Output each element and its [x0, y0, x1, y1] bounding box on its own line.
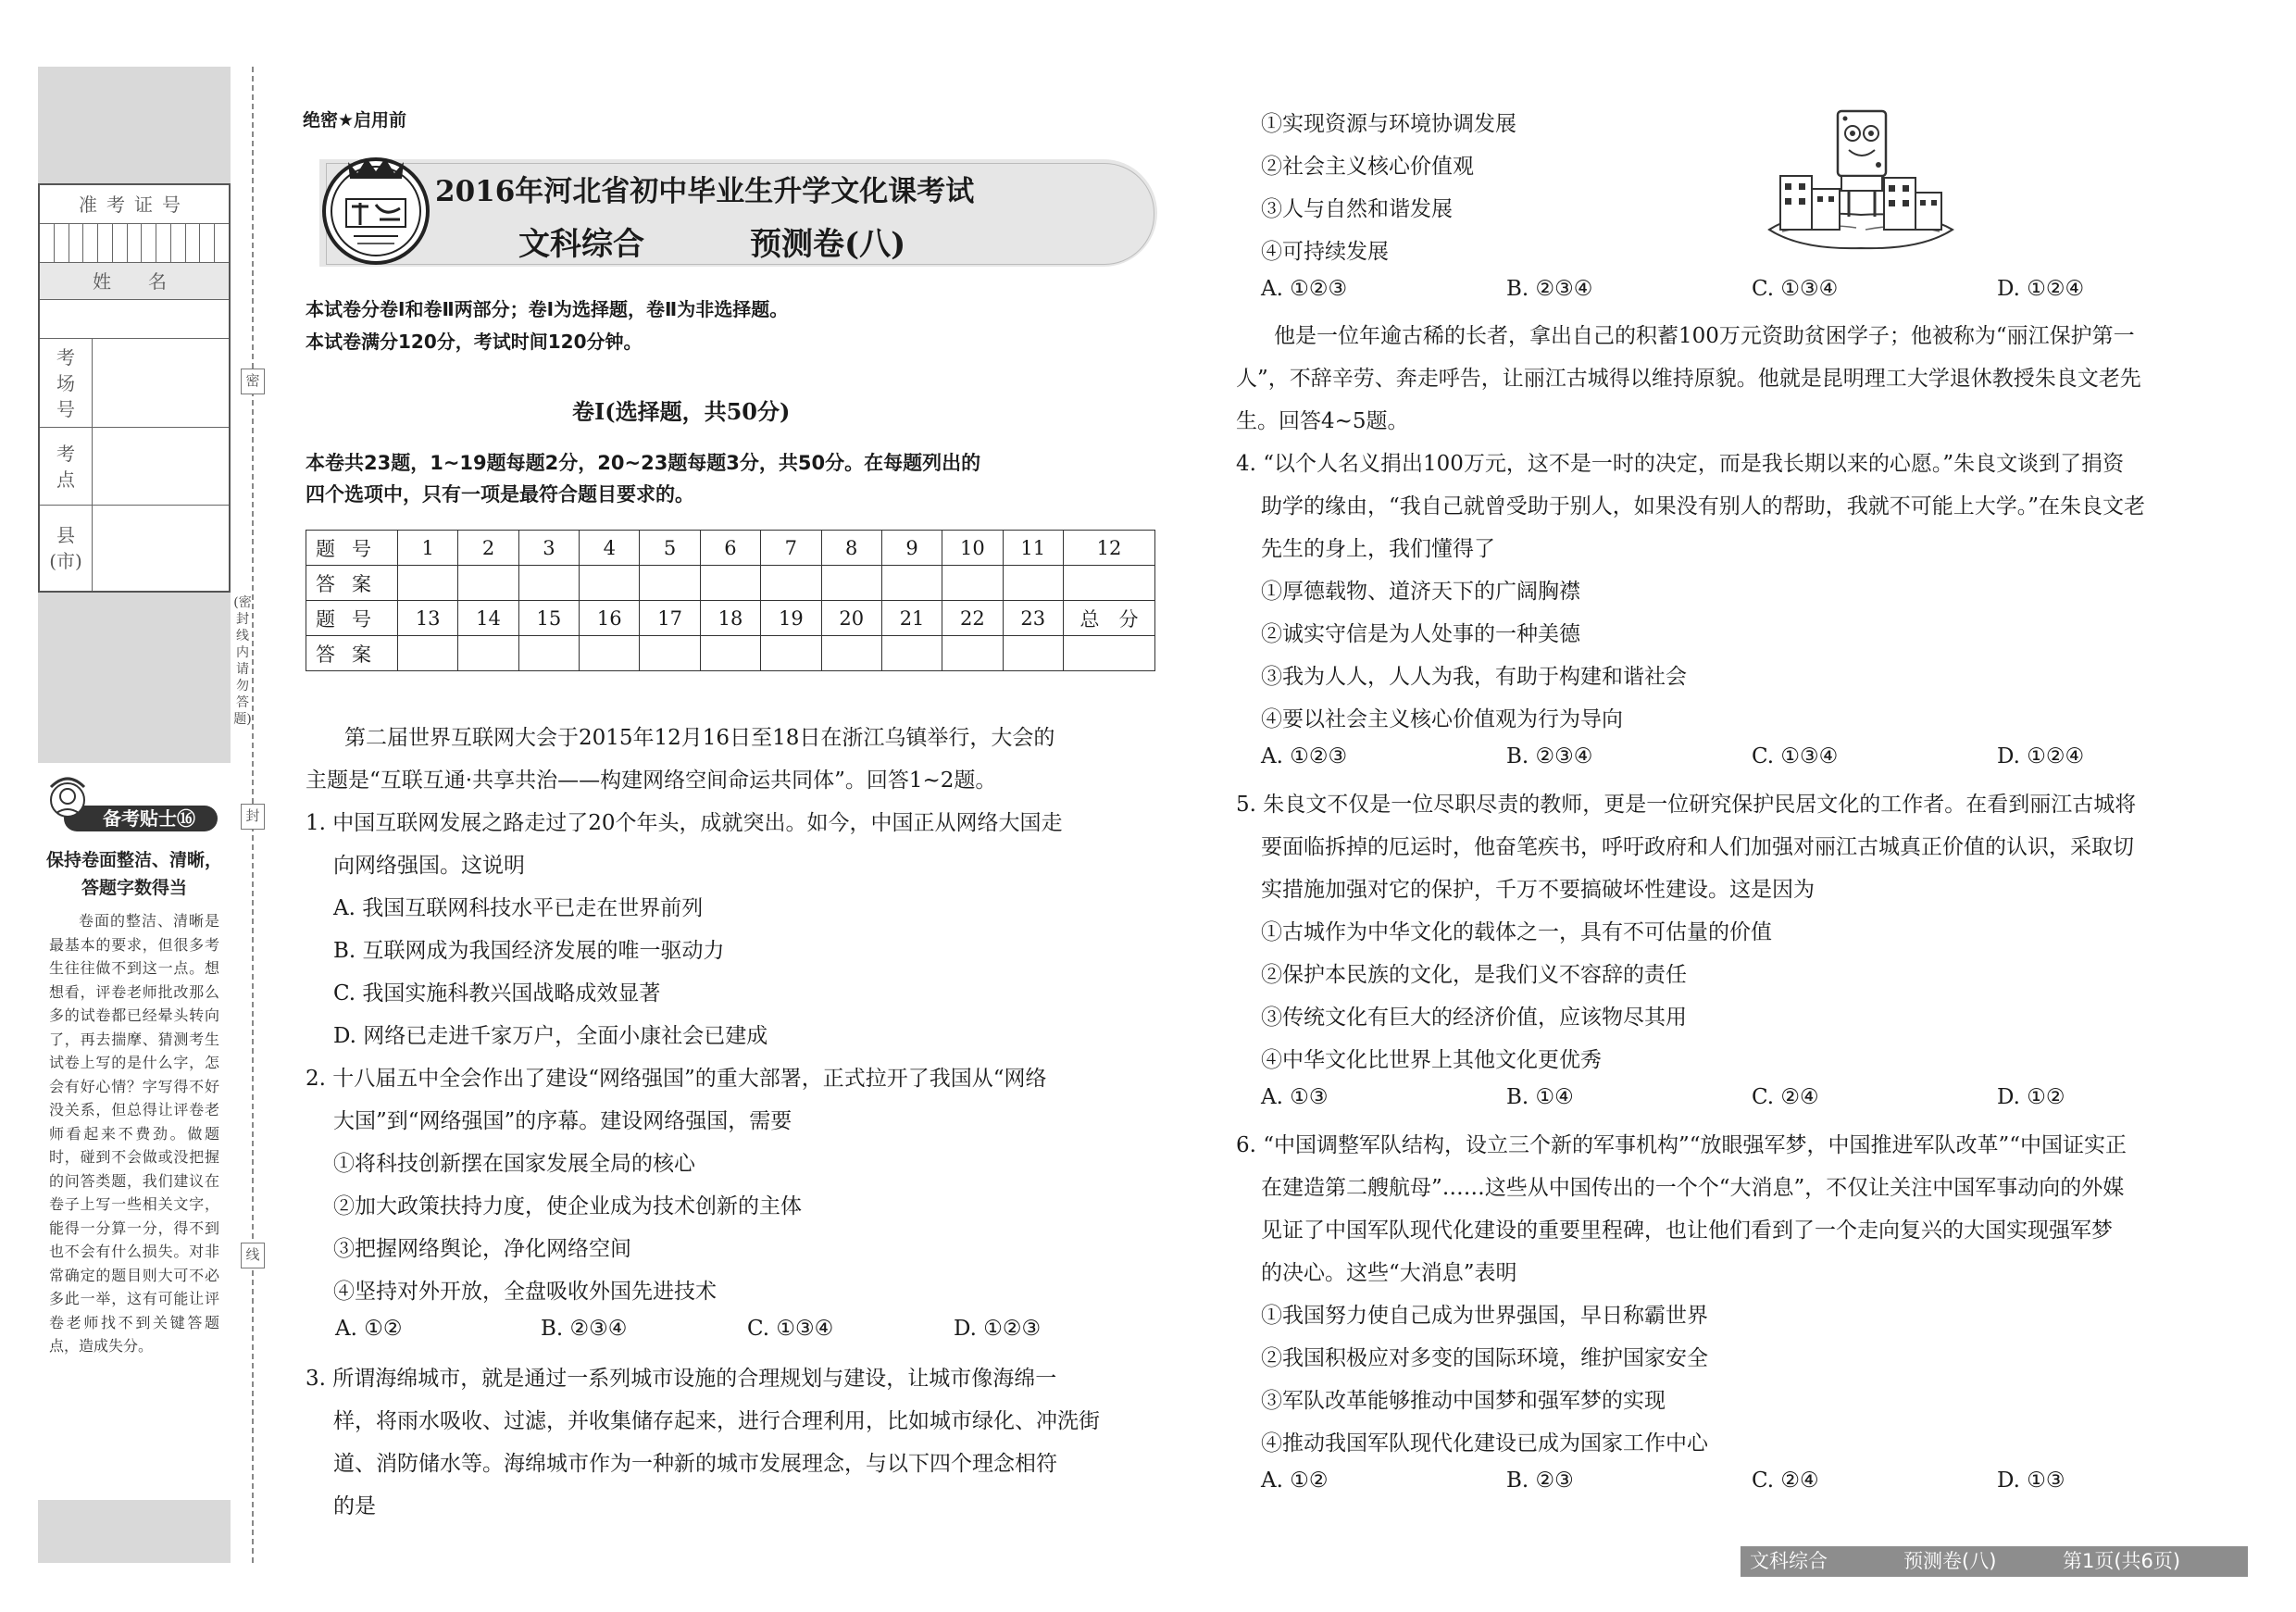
- answer-cell[interactable]: [580, 636, 640, 671]
- passage-1-line-1: 第二届世界互联网大会于2015年12月16日至18日在浙江乌镇举行，大会的: [344, 726, 1055, 750]
- question-number-cell: 19: [761, 601, 821, 636]
- answer-cell[interactable]: [700, 636, 760, 671]
- q5-statement-1: ①古城作为中华文化的载体之一，具有不可估量的价值: [1261, 920, 1772, 944]
- q3-option-b[interactable]: B. ②③④: [1506, 277, 1593, 301]
- answer-label: 答案: [306, 636, 398, 671]
- question-number-cell: 8: [821, 531, 881, 566]
- answer-cell[interactable]: [761, 636, 821, 671]
- q4-option-b[interactable]: B. ②③④: [1506, 744, 1593, 769]
- question-number-cell: 3: [518, 531, 579, 566]
- exam-site-field[interactable]: [40, 428, 229, 506]
- q2-statement-4: ④坚持对外开放，全盘吸收外国先进技术: [333, 1280, 717, 1304]
- footer-page-number: 第1页(共6页): [2063, 1550, 2181, 1572]
- q3-statement-3: ③人与自然和谐发展: [1261, 197, 1453, 221]
- q4-stem-3: 先生的身上，我们懂得了: [1261, 537, 1495, 561]
- question-number-cell: 14: [458, 601, 518, 636]
- answer-cell[interactable]: [821, 636, 881, 671]
- question-number-cell: 11: [1003, 531, 1063, 566]
- answer-cell[interactable]: [640, 636, 700, 671]
- intro-line-2: 本试卷满分120分，考试时间120分钟。: [306, 331, 643, 353]
- answer-cell[interactable]: [942, 636, 1003, 671]
- answer-cell[interactable]: [1064, 566, 1155, 601]
- question-number-cell: 13: [398, 601, 458, 636]
- table-row: [306, 566, 1155, 601]
- q6-statement-4: ④推动我国军队现代化建设已成为国家工作中心: [1261, 1431, 1708, 1456]
- total-score-label: 总 分: [1064, 601, 1155, 636]
- q2-option-d[interactable]: D. ①②③: [954, 1317, 1042, 1341]
- intro-line-1: 本试卷分卷Ⅰ和卷Ⅱ两部分；卷Ⅰ为选择题，卷Ⅱ为非选择题。: [306, 298, 789, 320]
- passage-2-line-3: 生。回答4~5题。: [1236, 409, 1409, 433]
- page-footer: [1741, 1546, 2248, 1577]
- name-field[interactable]: [40, 300, 229, 339]
- q5-option-a[interactable]: A. ①③: [1261, 1085, 1329, 1109]
- q5-statement-4: ④中华文化比世界上其他文化更优秀: [1261, 1048, 1602, 1072]
- section-title: 卷Ⅰ(选择题，共50分): [572, 398, 791, 425]
- q3-statement-1: ①实现资源与环境协调发展: [1261, 112, 1516, 136]
- exam-site-label: 考点: [40, 428, 93, 505]
- exam-room-label: 考场号: [40, 339, 93, 427]
- q4-option-d[interactable]: D. ①②④: [1997, 744, 2085, 769]
- q6-stem-1: 6. “中国调整军队结构，设立三个新的军事机构”“放眼强军梦，中国推进军队改革”“中国证实正: [1236, 1133, 2128, 1157]
- q1-option-b[interactable]: B. 互联网成为我国经济发展的唯一驱动力: [333, 939, 725, 963]
- q4-stem-1: 4. “以个人名义捐出100万元，这不是一时的决定，而是我长期以来的心愿。”朱良文谈到了捐资: [1236, 452, 2125, 476]
- q6-stem-4: 的决心。这些“大消息”表明: [1261, 1261, 1517, 1285]
- question-number-cell: 21: [881, 601, 942, 636]
- seal-char-mi: 密: [241, 369, 265, 394]
- county-field[interactable]: [40, 506, 229, 591]
- seal-char-feng: 封: [241, 804, 265, 830]
- answer-cell[interactable]: [761, 566, 821, 601]
- q5-option-b[interactable]: B. ①④: [1506, 1085, 1574, 1109]
- q2-option-c[interactable]: C. ①③④: [747, 1317, 834, 1341]
- q5-option-c[interactable]: C. ②④: [1752, 1085, 1819, 1109]
- q4-statement-4: ④要以社会主义核心价值观为行为导向: [1261, 707, 1623, 731]
- q5-stem-3: 实措施加强对它的保护，千万不要搞破坏性建设。这是因为: [1261, 878, 1815, 902]
- answer-cell[interactable]: [398, 636, 458, 671]
- q2-option-a[interactable]: A. ①②: [335, 1317, 403, 1341]
- table-row: [306, 601, 1155, 636]
- tip-badge-icon: [45, 769, 223, 835]
- question-number-cell: 16: [580, 601, 640, 636]
- q2-option-b[interactable]: B. ②③④: [541, 1317, 628, 1341]
- exam-paper-name: 预测卷(八): [750, 226, 906, 263]
- footer-subject: 文科综合: [1750, 1550, 1828, 1572]
- q6-option-c[interactable]: C. ②④: [1752, 1468, 1819, 1493]
- answer-cell[interactable]: [518, 636, 579, 671]
- question-number-cell: 2: [458, 531, 518, 566]
- q3-stem-4: 的是: [333, 1494, 376, 1518]
- exam-title: 2016年河北省初中毕业生升学文化课考试: [435, 175, 975, 208]
- answer-cell[interactable]: [398, 566, 458, 601]
- tip-title: 保持卷面整洁、清晰，答题字数得当: [45, 850, 222, 898]
- candidate-info-box: [38, 183, 231, 593]
- q1-option-a[interactable]: A. 我国互联网科技水平已走在世界前列: [333, 896, 704, 920]
- q3-statement-2: ②社会主义核心价值观: [1261, 155, 1474, 179]
- q6-statement-1: ①我国努力使自己成为世界强国，早日称霸世界: [1261, 1304, 1708, 1328]
- passage-1-line-2: 主题是“互联互通·共享共治——构建网络空间命运共同体”。回答1~2题。: [306, 769, 997, 793]
- exam-id-label: 准考证号: [79, 194, 190, 216]
- q6-option-d[interactable]: D. ①③: [1997, 1468, 2065, 1493]
- q2-statement-1: ①将科技创新摆在国家发展全局的核心: [333, 1152, 695, 1176]
- q3-option-d[interactable]: D. ①②④: [1997, 277, 2085, 301]
- question-number-cell: 9: [881, 531, 942, 566]
- answer-cell[interactable]: [458, 566, 518, 601]
- q6-stem-3: 见证了中国军队现代化建设的重要里程碑，也让他们看到了一个走向复兴的大国实现强军梦: [1261, 1218, 2113, 1243]
- q3-option-c[interactable]: C. ①③④: [1752, 277, 1839, 301]
- q5-statement-2: ②保护本民族的文化，是我们义不容辞的责任: [1261, 963, 1687, 987]
- question-number-cell: 6: [700, 531, 760, 566]
- question-number-cell: 10: [942, 531, 1003, 566]
- name-label: 姓 名: [93, 270, 176, 293]
- q3-statement-4: ④可持续发展: [1261, 240, 1389, 264]
- section-instruction-1: 本卷共23题，1~19题每题2分，20~23题每题3分，共50分。在每题列出的: [306, 452, 981, 474]
- exam-room-field[interactable]: [40, 339, 229, 428]
- q1-stem-2: 向网络强国。这说明: [333, 854, 525, 878]
- question-number-label: 题号: [306, 531, 398, 566]
- seal-note: (密封线内请勿答题): [233, 595, 252, 727]
- exam-subject: 文科综合: [518, 226, 644, 263]
- q4-statement-2: ②诚实守信是为人处事的一种美德: [1261, 622, 1580, 646]
- answer-cell[interactable]: [1003, 566, 1063, 601]
- q4-statement-3: ③我为人人，人人为我，有助于构建和谐社会: [1261, 665, 1687, 689]
- passage-2-line-1: 他是一位年逾古稀的长者，拿出自己的积蓄100万元资助贫困学子；他被称为“丽江保护第一: [1274, 324, 2135, 348]
- question-number-cell: 5: [640, 531, 700, 566]
- table-row: [306, 636, 1155, 671]
- tip-badge-text: 备考贴士⑯: [103, 807, 195, 830]
- q6-stem-2: 在建造第二艘航母”……这些从中国传出的一个个“大消息”，不仅让关注中国军事动向的外媒: [1261, 1176, 2125, 1200]
- q2-statement-2: ②加大政策扶持力度，使企业成为技术创新的主体: [333, 1194, 802, 1218]
- question-number-cell: 7: [761, 531, 821, 566]
- q6-option-b[interactable]: B. ②③: [1506, 1468, 1574, 1493]
- q2-stem-1: 2. 十八届五中全会作出了建设“网络强国”的重大部署，正式拉开了我国从“网络: [306, 1067, 1047, 1091]
- publisher-logo-icon: [320, 151, 431, 271]
- answer-cell[interactable]: [1003, 636, 1063, 671]
- answer-label: 答案: [306, 566, 398, 601]
- seal-char-xian: 线: [241, 1243, 265, 1268]
- answer-cell[interactable]: [881, 636, 942, 671]
- q5-statement-3: ③传统文化有巨大的经济价值，应该物尽其用: [1261, 1006, 1687, 1030]
- answer-table: [306, 530, 1155, 671]
- exam-id-grid[interactable]: [40, 224, 229, 263]
- footer-paper: 预测卷(八): [1903, 1550, 1997, 1572]
- q1-option-d[interactable]: D. 网络已走进千家万户，全面小康社会已建成: [333, 1024, 768, 1048]
- question-number-cell: 1: [398, 531, 458, 566]
- q4-stem-2: 助学的缘由，“我自己就曾受助于别人，如果没有别人的帮助，我就不可能上大学。”在朱良文老: [1261, 494, 2146, 519]
- answer-cell[interactable]: [518, 566, 579, 601]
- q1-option-c[interactable]: C. 我国实施科教兴国战略成效显著: [333, 981, 661, 1006]
- q5-option-d[interactable]: D. ①②: [1997, 1085, 2065, 1109]
- q3-option-a[interactable]: A. ①②③: [1261, 277, 1348, 301]
- answer-cell[interactable]: [458, 636, 518, 671]
- section-instruction-2: 四个选项中，只有一项是最符合题目要求的。: [306, 483, 694, 506]
- answer-cell[interactable]: [580, 566, 640, 601]
- question-number-cell: 4: [580, 531, 640, 566]
- passage-2-line-2: 人”，不辞辛劳、奔走呼告，让丽江古城得以维持原貌。他就是昆明理工大学退休教授朱良文老先: [1236, 367, 2141, 391]
- question-number-cell: 12: [1064, 531, 1155, 566]
- exam-id-label-row: [40, 185, 229, 224]
- q4-statement-1: ①厚德载物、道济天下的广阔胸襟: [1261, 580, 1580, 604]
- confidential-mark: 绝密★启用前: [303, 110, 407, 131]
- total-score-cell[interactable]: [1064, 636, 1155, 671]
- question-number-cell: 17: [640, 601, 700, 636]
- exam-tip-box: [38, 763, 231, 1500]
- answer-cell[interactable]: [881, 566, 942, 601]
- q6-option-a[interactable]: A. ①②: [1261, 1468, 1329, 1493]
- q5-stem-2: 要面临拆掉的厄运时，他奋笔疾书，呼吁政府和人们加强对丽江古城真正价值的认识，采取切: [1261, 835, 2134, 859]
- q2-statement-3: ③把握网络舆论，净化网络空间: [333, 1237, 631, 1261]
- answer-cell[interactable]: [942, 566, 1003, 601]
- answer-cell[interactable]: [821, 566, 881, 601]
- sponge-city-illustration: [1764, 100, 1958, 253]
- q6-statement-2: ②我国积极应对多变的国际环境，维护国家安全: [1261, 1346, 1708, 1370]
- q2-stem-2: 大国”到“网络强国”的序幕。建设网络强国，需要: [333, 1109, 792, 1133]
- table-row: [306, 531, 1155, 566]
- q1-stem-1: 1. 中国互联网发展之路走过了20个年头，成就突出。如今，中国正从网络大国走: [306, 811, 1063, 835]
- q4-option-c[interactable]: C. ①③④: [1752, 744, 1839, 769]
- answer-cell[interactable]: [700, 566, 760, 601]
- question-number-cell: 15: [518, 601, 579, 636]
- tip-body: 卷面的整洁、清晰是最基本的要求，但很多考生往往做不到这一点。想想看，评卷老师批改那么多的试卷都已经晕头转向了，再去揣摩、猜测考生试卷上写的是什么字，怎会有好心情？字写得不好没关系，但总得让评卷老师看起来不费劲。做题时，碰到不会做或没把握的问答类题，我们建议在卷子上写一些相关文字，能得一分算一分，得不到也不会有什么损失。对非常确定的题目则大可不必多此一举，这有可能让评卷老师找不到关键答题点，造成失分。: [49, 912, 219, 1355]
- q3-stem-3: 道、消防储水等。海绵城市作为一种新的城市发展理念，与以下四个理念相符: [333, 1452, 1057, 1476]
- question-number-cell: 18: [700, 601, 760, 636]
- question-number-cell: 22: [942, 601, 1003, 636]
- name-label-row: [40, 263, 229, 300]
- q3-stem-1: 3. 所谓海绵城市，就是通过一系列城市设施的合理规划与建设，让城市像海绵一: [306, 1367, 1057, 1391]
- q6-statement-3: ③军队改革能够推动中国梦和强军梦的实现: [1261, 1389, 1666, 1413]
- q3-stem-2: 样，将雨水吸收、过滤，并收集储存起来，进行合理利用，比如城市绿化、冲洗街: [333, 1409, 1100, 1433]
- county-label: 县(市): [40, 506, 93, 591]
- q4-option-a[interactable]: A. ①②③: [1261, 744, 1348, 769]
- question-number-cell: 20: [821, 601, 881, 636]
- answer-cell[interactable]: [640, 566, 700, 601]
- question-number-label: 题号: [306, 601, 398, 636]
- question-number-cell: 23: [1003, 601, 1063, 636]
- q5-stem-1: 5. 朱良文不仅是一位尽职尽责的教师，更是一位研究保护民居文化的工作者。在看到丽江古城将: [1236, 793, 2137, 817]
